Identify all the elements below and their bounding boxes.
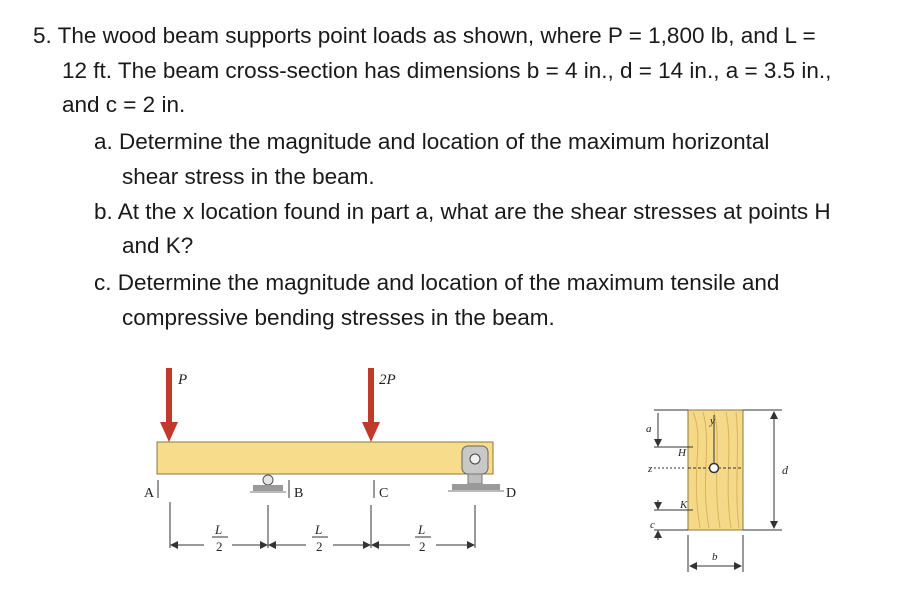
load-label-2p: 2P xyxy=(379,372,396,388)
part-c-line-2: compressive bending stresses in the beam. xyxy=(122,305,555,330)
point-label-a: A xyxy=(144,486,155,501)
problem-line-3: and c = 2 in. xyxy=(62,92,186,117)
section-label-d: d xyxy=(782,463,788,477)
part-c-line-1: c. Determine the magnitude and location of the maximum tensile and xyxy=(94,270,780,295)
span-3-numerator: L xyxy=(418,522,426,537)
cross-section xyxy=(654,410,782,572)
section-label-a: a xyxy=(646,423,652,435)
section-label-h: H xyxy=(678,447,686,459)
problem-line-2: 12 ft. The beam cross-section has dimensions b = 4 in., d = 14 in., a = 3.5 in., xyxy=(62,58,832,83)
section-label-z: z xyxy=(648,463,653,475)
pin-support-b xyxy=(250,475,286,492)
load-arrow-p xyxy=(160,368,178,442)
section-label-k: K xyxy=(680,499,688,511)
section-label-b: b xyxy=(712,551,718,563)
centroid-marker xyxy=(710,464,719,473)
point-label-d: D xyxy=(506,486,517,501)
section-label-c: c xyxy=(650,519,655,531)
section-label-y: y xyxy=(710,415,715,427)
span-3-denominator: 2 xyxy=(419,539,426,554)
part-a-line-2: shear stress in the beam. xyxy=(122,164,375,189)
span-2-numerator: L xyxy=(315,522,323,537)
point-label-c: C xyxy=(379,486,389,501)
span-1-denominator: 2 xyxy=(216,539,223,554)
part-a-line-1: a. Determine the magnitude and location of the maximum horizontal xyxy=(94,129,770,154)
part-b-line-2: and K? xyxy=(122,233,194,258)
load-label-p: P xyxy=(178,372,188,388)
point-label-b: B xyxy=(294,486,304,501)
beam xyxy=(157,442,493,474)
span-1-numerator: L xyxy=(215,522,223,537)
span-2-denominator: 2 xyxy=(316,539,323,554)
problem-line-1: 5. The wood beam supports point loads as shown, where P = 1,800 lb, and L = xyxy=(33,23,816,48)
part-b-line-1: b. At the x location found in part a, what are the shear stresses at points H xyxy=(94,199,831,224)
load-arrow-2p xyxy=(362,368,380,442)
